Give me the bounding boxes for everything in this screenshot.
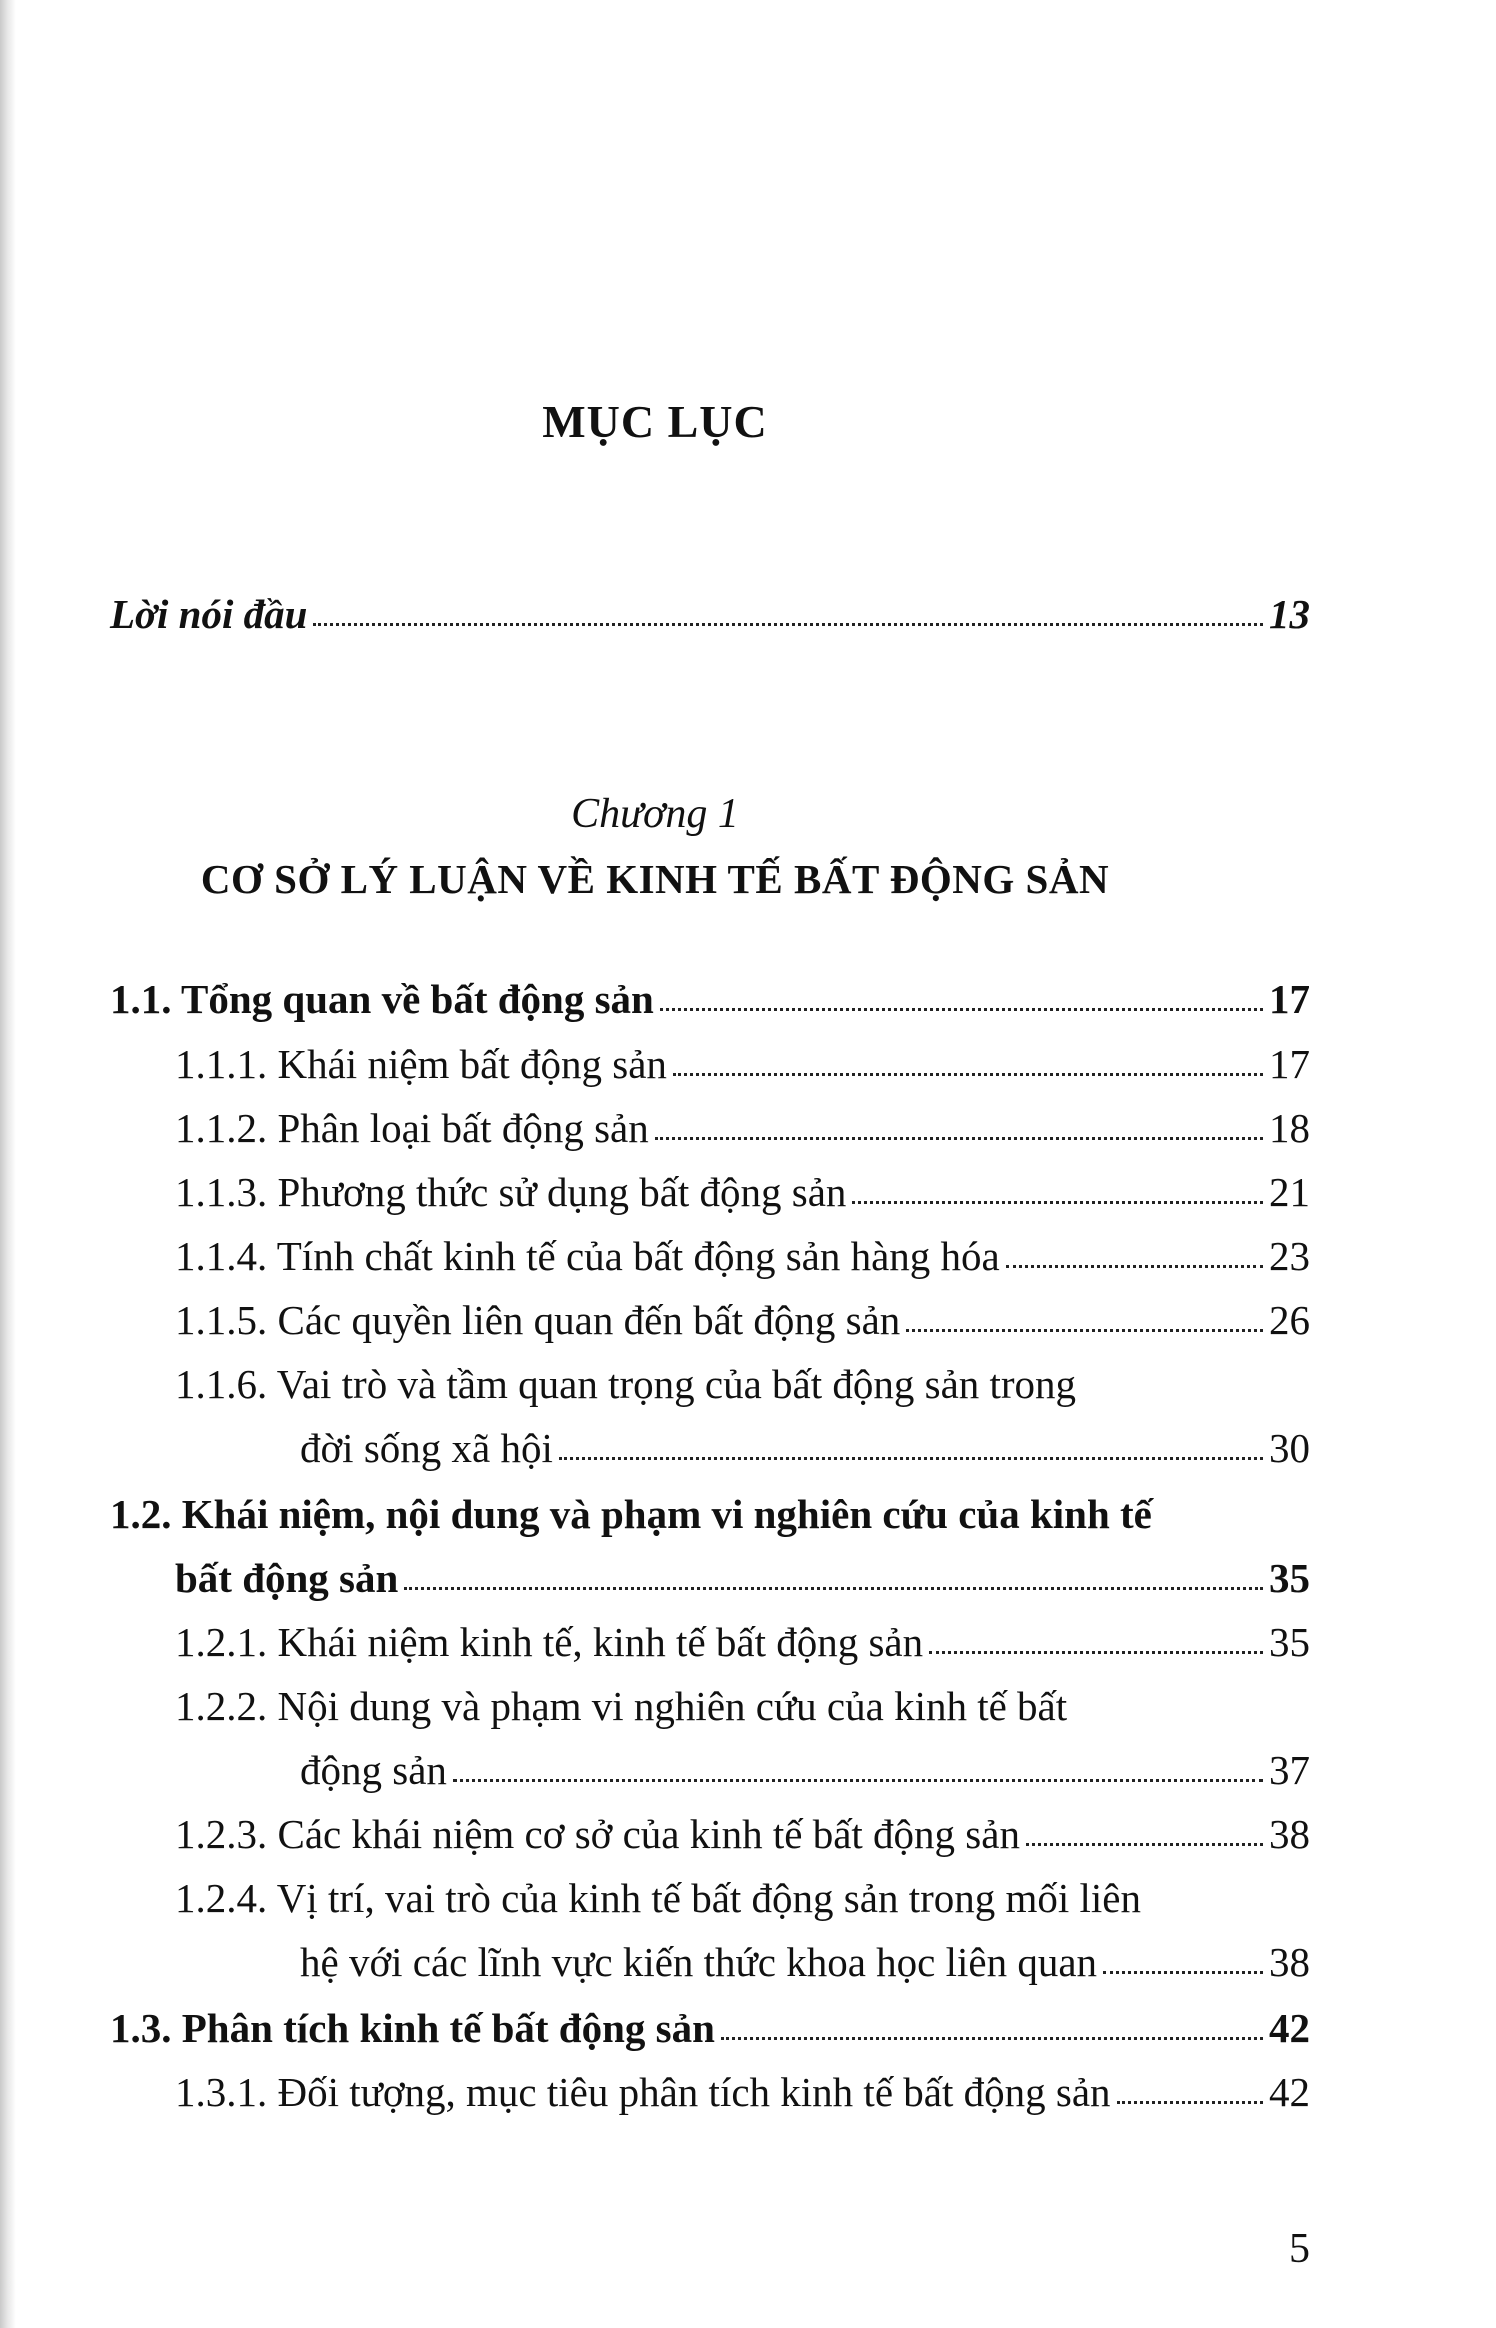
- page-number: 5: [1289, 2226, 1310, 2272]
- page-title: MỤC LỤC: [542, 396, 768, 447]
- toc-leader-dots: [929, 1651, 1263, 1654]
- toc-entry-page: 35: [1269, 1555, 1310, 1601]
- toc-entry-1-2-2-line1: 1.2.2. Nội dung và phạm vi nghiên cứu của kinh tế bất: [175, 1683, 1068, 1729]
- toc-entry-text: 1.2.3. Các khái niệm cơ sở của kinh tế bất động sản: [175, 1811, 1020, 1857]
- toc-entry-page: 38: [1269, 1939, 1310, 1985]
- toc-entry-1-2-4-line1: 1.2.4. Vị trí, vai trò của kinh tế bất động sản trong mối liên: [175, 1875, 1142, 1921]
- toc-leader-dots: [1117, 2101, 1263, 2104]
- toc-leader-dots: [559, 1457, 1263, 1460]
- toc-entry-1-1: [110, 975, 1310, 1035]
- toc-entry-page: 42: [1269, 2005, 1310, 2051]
- toc-entry-page: 38: [1269, 1811, 1310, 1857]
- toc-entry-1-1-2: [175, 1104, 1310, 1164]
- toc-entry-text: 1.2.1. Khái niệm kinh tế, kinh tế bất động sản: [175, 1619, 924, 1665]
- toc-entry-text: 1.1. Tổng quan về bất động sản: [110, 976, 654, 1022]
- toc-leader-dots: [453, 1779, 1263, 1782]
- toc-entry-text: 1.3. Phân tích kinh tế bất động sản: [110, 2005, 715, 2051]
- toc-entry-text: 1.1.3. Phương thức sử dụng bất động sản: [175, 1169, 847, 1215]
- toc-entry-text: bất động sản: [175, 1555, 399, 1601]
- toc-entry-text: hệ với các lĩnh vực kiến thức khoa học liên quan: [300, 1939, 1098, 1985]
- toc-entry-page: 23: [1269, 1233, 1310, 1279]
- toc-leader-dots: [852, 1201, 1263, 1204]
- toc-entry-text: động sản: [300, 1747, 447, 1793]
- toc-entry-1-3: [110, 2004, 1310, 2064]
- toc-entry-1-1-1: [175, 1040, 1310, 1100]
- chapter-title: CƠ SỞ LÝ LUẬN VỀ KINH TẾ BẤT ĐỘNG SẢN: [200, 856, 1110, 902]
- toc-entry-text: 1.1.1. Khái niệm bất động sản: [175, 1041, 667, 1087]
- toc-entry-1-2-3: [175, 1810, 1310, 1870]
- toc-entry-1-1-4: [175, 1232, 1310, 1292]
- toc-leader-dots: [660, 1008, 1263, 1011]
- toc-entry-page: 21: [1269, 1169, 1310, 1215]
- toc-entry-1-2-2: [300, 1746, 1310, 1806]
- toc-entry-1-2: [175, 1554, 1310, 1614]
- toc-entry-1-1-5: [175, 1296, 1310, 1356]
- toc-entry-page: 35: [1269, 1619, 1310, 1665]
- toc-entry-page: 17: [1269, 976, 1310, 1022]
- toc-entry-text: 1.1.2. Phân loại bất động sản: [175, 1105, 649, 1151]
- toc-leader-dots: [1006, 1265, 1263, 1268]
- toc-leader-dots: [1026, 1843, 1263, 1846]
- toc-entry-text: 1.3.1. Đối tượng, mục tiêu phân tích kinh tế bất động sản: [175, 2069, 1111, 2115]
- toc-leader-dots: [404, 1587, 1263, 1590]
- toc-leader-dots: [721, 2037, 1263, 2040]
- toc-entry-page: 26: [1269, 1297, 1310, 1343]
- toc-entry-text: 1.1.4. Tính chất kinh tế của bất động sản hàng hóa: [175, 1233, 1000, 1279]
- toc-entry-page: 17: [1269, 1041, 1310, 1087]
- toc-entry-page: 42: [1269, 2069, 1310, 2115]
- toc-entry-page: 18: [1269, 1105, 1310, 1151]
- page-binding-edge: [0, 0, 16, 2328]
- toc-entry-1-3-1: [175, 2068, 1310, 2128]
- toc-entry-1-1-3: [175, 1168, 1310, 1228]
- toc-entry-text: đời sống xã hội: [300, 1425, 553, 1471]
- toc-entry-1-2-1: [175, 1618, 1310, 1678]
- toc-entry-1-1-6-line1: 1.1.6. Vai trò và tầm quan trọng của bất động sản trong: [175, 1361, 1077, 1407]
- toc-entry-page: 37: [1269, 1747, 1310, 1793]
- toc-entry-text: 1.1.5. Các quyền liên quan đến bất động sản: [175, 1297, 901, 1343]
- toc-leader-dots: [1103, 1971, 1263, 1974]
- toc-leader-dots: [655, 1137, 1263, 1140]
- toc-preface: [110, 590, 1310, 650]
- toc-leader-dots: [313, 623, 1263, 626]
- toc-preface-page: 13: [1269, 591, 1310, 637]
- toc-leader-dots: [673, 1073, 1263, 1076]
- chapter-label: Chương 1: [571, 791, 739, 837]
- toc-entry-1-2-line1: 1.2. Khái niệm, nội dung và phạm vi nghiên cứu của kinh tế: [110, 1491, 1152, 1537]
- toc-preface-text: Lời nói đầu: [110, 591, 308, 637]
- toc-entry-1-2-4: [300, 1938, 1310, 1998]
- toc-leader-dots: [906, 1329, 1263, 1332]
- toc-entry-page: 30: [1269, 1425, 1310, 1471]
- toc-entry-1-1-6: [300, 1424, 1310, 1484]
